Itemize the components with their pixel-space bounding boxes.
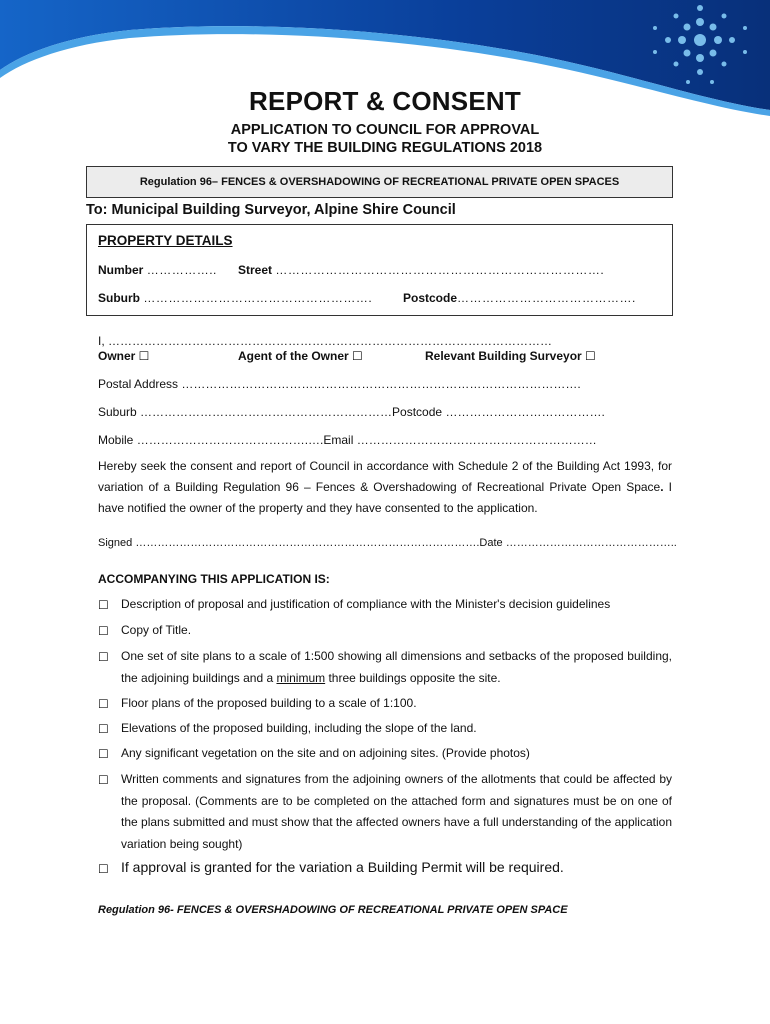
applicant-postcode-field[interactable]: …………………………………. xyxy=(445,405,605,419)
applicant-suburb-label: Suburb xyxy=(98,405,137,419)
agent-checkbox[interactable]: Agent of the Owner ☐ xyxy=(238,349,363,363)
checklist-item-3 xyxy=(121,646,672,689)
number-label: Number xyxy=(98,263,144,277)
email-label: Email xyxy=(323,433,354,447)
checklist-checkbox-3[interactable]: ☐ xyxy=(98,650,109,664)
applicant-postcode-label: Postcode xyxy=(392,405,443,419)
consent-text-part-2: I have notified the owner of the property and they have consented to the application. xyxy=(98,480,673,515)
property-street-row xyxy=(238,263,604,277)
postal-address-label: Postal Address xyxy=(98,377,179,391)
consent-paragraph xyxy=(98,456,672,519)
suburb-label: Suburb xyxy=(98,291,140,305)
checklist-checkbox-8[interactable]: ☐ xyxy=(98,862,109,876)
addressee-line: To: Municipal Building Surveyor, Alpine Shire Council xyxy=(86,202,456,218)
street-field[interactable]: ……………………………………………………………………. xyxy=(275,263,605,277)
email-field[interactable]: …………………………………………………… xyxy=(356,433,597,447)
checklist-checkbox-5[interactable]: ☐ xyxy=(98,722,109,736)
checklist-item-3-underlined: minimum xyxy=(276,670,326,685)
mobile-label: Mobile xyxy=(98,433,134,447)
subtitle-line-2: TO VARY THE BUILDING REGULATIONS 2018 xyxy=(227,140,543,156)
signature-row xyxy=(98,537,677,549)
page-footer: Regulation 96- FENCES & OVERSHADOWING OF RECREATIONAL PRIVATE OPEN SPACE xyxy=(98,904,568,916)
owner-checkbox[interactable]: Owner ☐ xyxy=(98,349,150,363)
postcode-label: Postcode xyxy=(403,291,458,305)
postal-address-row xyxy=(98,377,581,391)
property-suburb-row xyxy=(98,291,372,305)
subtitle-line-1: APPLICATION TO COUNCIL FOR APPROVAL xyxy=(230,122,540,138)
suburb-field[interactable]: ………………………………………………. xyxy=(143,291,373,305)
regulation-box xyxy=(86,166,673,198)
mobile-field[interactable]: …………………………………….…. xyxy=(136,433,324,447)
property-number-row xyxy=(98,263,217,277)
applicant-name-field[interactable]: I, ………………………………………………………………………………………………… xyxy=(98,334,553,348)
checklist-checkbox-6[interactable]: ☐ xyxy=(98,747,109,761)
regulation-box-text: Regulation 96– FENCES & OVERSHADOWING OF RECREATIONAL PRIVATE OPEN SPACES xyxy=(139,176,620,188)
checklist-item-1: Description of proposal and justification of compliance with the Minister's decision guidelines xyxy=(121,597,611,611)
street-label: Street xyxy=(238,263,273,277)
applicant-suburb-row xyxy=(98,405,605,419)
checklist-item-6: Any significant vegetation on the site and on adjoining sites. (Provide photos) xyxy=(121,746,530,760)
checklist-item-3-text-end: three buildings opposite the site. xyxy=(325,670,501,685)
consent-text-part-1: Hereby seek the consent and report of Council in accordance with Schedule 2 of the Building Act 1993, for variation of a Building Regulation 96 – Fences & Overshadowing of Recreational Private Open Space xyxy=(98,459,672,494)
checklist-checkbox-4[interactable]: ☐ xyxy=(98,697,109,711)
date-label: Date xyxy=(479,537,503,549)
checklist-item-7: Written comments and signatures from the adjoining owners of the allotments that could be affected by the proposal. (Comments are to be completed on the attached form and signatures must be on one of the plans submitted and must show that the affected owners have a full understanding of the application variation being sought) xyxy=(121,772,672,851)
checklist-checkbox-7[interactable]: ☐ xyxy=(98,773,109,787)
checklist-checkbox-2[interactable]: ☐ xyxy=(98,624,109,638)
number-field[interactable]: …………….. xyxy=(146,263,217,277)
checklist-item-3-text: One set of site plans to a scale of 1:500 showing all dimensions and setbacks of the proposed building, the adjoining buildings and a xyxy=(121,649,672,685)
checklist-checkbox-1[interactable]: ☐ xyxy=(98,598,109,612)
postcode-field[interactable]: ……………………………………. xyxy=(457,291,636,305)
postal-address-field[interactable]: ………………………………………………………………………………………. xyxy=(181,377,581,391)
property-details-heading: PROPERTY DETAILS xyxy=(98,233,233,248)
surveyor-checkbox[interactable]: Relevant Building Surveyor ☐ xyxy=(425,349,596,363)
checklist-item-4: Floor plans of the proposed building to a scale of 1:100. xyxy=(121,696,417,710)
contact-row xyxy=(98,433,597,447)
checklist-item-5: Elevations of the proposed building, including the slope of the land. xyxy=(121,721,477,735)
signed-label: Signed xyxy=(98,537,133,549)
property-postcode-row xyxy=(403,291,636,305)
checklist-item-8: If approval is granted for the variation a Building Permit will be required. xyxy=(121,859,564,875)
applicant-suburb-field[interactable]: ……………………………………………………… xyxy=(140,405,393,419)
signed-field[interactable]: …………………………………………………………………………………. xyxy=(135,537,480,549)
page-title: REPORT & CONSENT xyxy=(249,86,521,116)
date-field[interactable]: ……………………………………….. xyxy=(505,537,677,549)
accompanying-heading: ACCOMPANYING THIS APPLICATION IS: xyxy=(98,572,330,586)
consent-text-period: . xyxy=(660,480,664,494)
checklist-item-2: Copy of Title. xyxy=(121,623,192,637)
